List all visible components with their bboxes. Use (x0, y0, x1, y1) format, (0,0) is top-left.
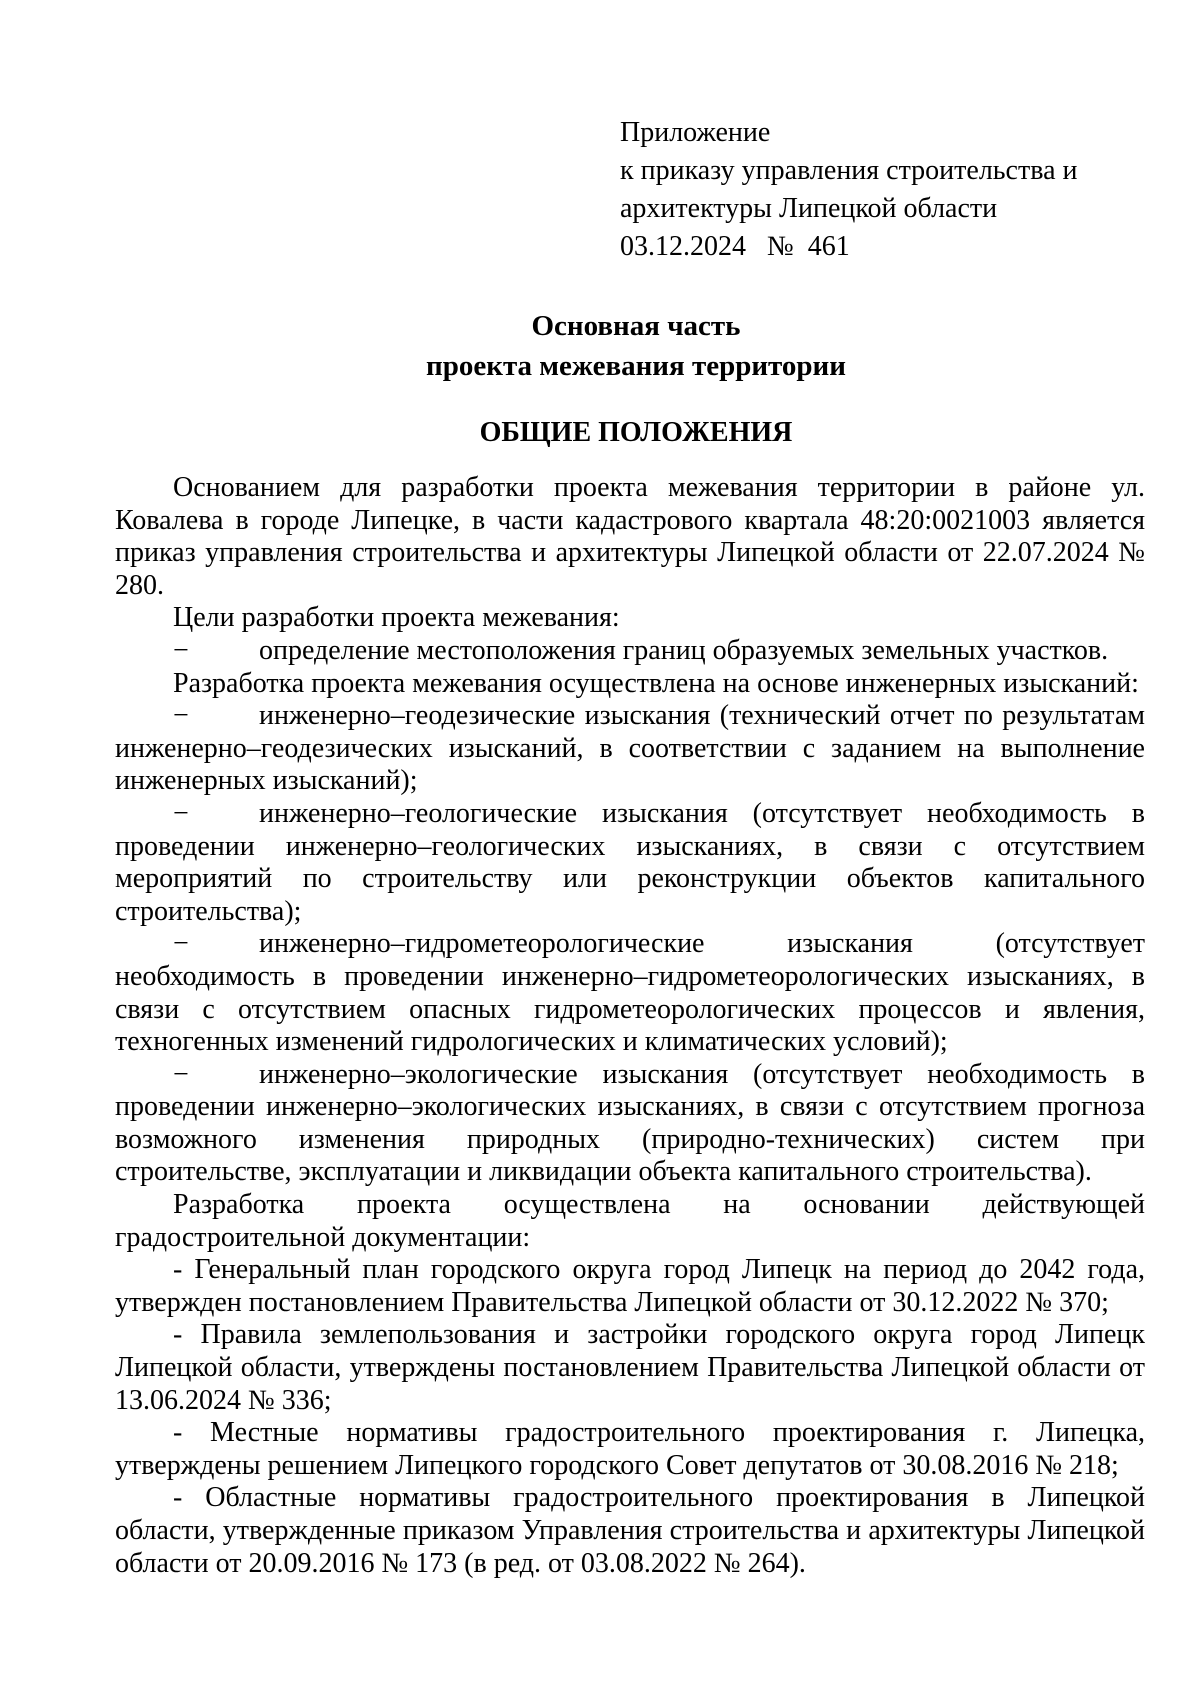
appendix-header (620, 114, 1078, 266)
document-title (0, 306, 1200, 386)
dash-marker: − (173, 1058, 189, 1090)
survey-item-text: инженерно–экологические изыскания (отсутствует необходимость в проведении инженерно–экологических изысканиях, в связи с отсутствием прогноза возможного изменения природных (природно-технических) систем при строительстве, эксплуатации и ликвидации объекта капитального строительства). (115, 1058, 1145, 1188)
survey-item-text: инженерно–геологические изыскания (отсутствует необходимость в проведении инженерно–геологических изысканиях, в связи с отсутствием мероприятий по строительству или реконструкции объектов капитального строительства); (115, 797, 1145, 927)
appendix-authority: архитектуры Липецкой области (620, 193, 998, 224)
survey-item-text: инженерно–гидрометеорологические изыскания (отсутствует необходимость в проведении инженерно–гидрометеорологических изысканиях, в связи с отсутствием опасных гидрометеорологических процессов и явления, техногенных изменений гидрологических и климатических условий); (115, 928, 1145, 1058)
doc-item-local-standards: - Местные нормативы градостроительного проектирования г. Липецка, утверждены решением Липецкого городского Совет депутатов от 30.08.2016 № 218; (115, 1417, 1145, 1481)
document-body (115, 472, 1145, 1580)
appendix-order-ref: к приказу управления строительства и (620, 155, 1078, 186)
doc-item-land-use-rules: - Правила землепользования и застройки городского округа город Липецк Липецкой области, утверждены постановлением Правительства Липецкой области от 13.06.2024 № 336; (115, 1319, 1145, 1416)
dash-marker: − (173, 634, 189, 666)
title-line-1: Основная часть (531, 310, 741, 342)
survey-item-geological (115, 798, 1145, 928)
paragraph-goals-intro: Цели разработки проекта межевания: (173, 602, 620, 634)
appendix-label: Приложение (620, 117, 771, 148)
appendix-date-number: 03.12.2024 № 461 (620, 231, 850, 262)
paragraph-basis: Основанием для разработки проекта межевания территории в районе ул. Ковалева в городе Липецке, в части кадастрового квартала 48:20:0021003 является приказ управления строительства и архитектуры Липецкой области от 22.07.2024 № 280. (115, 472, 1145, 601)
doc-item-regional-standards: - Областные нормативы градостроительного проектирования в Липецкой области, утвержденные приказом Управления строительства и архитектуры Липецкой области от 20.09.2016 № 173 (в ред. от 03.08.2022 № 264). (115, 1482, 1145, 1579)
section-heading: ОБЩИЕ ПОЛОЖЕНИЯ (479, 417, 793, 448)
survey-item-text: инженерно–геодезические изыскания (технический отчет по результатам инженерно–геодезических изысканий, в соответствии с заданием на выполнение инженерных изысканий); (115, 700, 1145, 797)
paragraph-surveys-intro: Разработка проекта межевания осуществлена на основе инженерных изысканий: (173, 667, 1139, 699)
survey-item-hydrometeorological (115, 928, 1145, 1058)
dash-marker: − (173, 700, 189, 732)
paragraph-docs-intro: Разработка проекта осуществлена на основании действующей градостроительной документации: (115, 1189, 1145, 1253)
survey-item-geodetic (115, 700, 1145, 798)
survey-item-ecological (115, 1059, 1145, 1189)
dash-marker: − (173, 928, 189, 960)
goal-item-text: определение местоположения границ образуемых земельных участков. (259, 634, 1109, 666)
title-line-2: проекта межевания территории (426, 350, 846, 382)
doc-item-general-plan: - Генеральный план городского округа город Липецк на период до 2042 года, утвержден постановлением Правительства Липецкой области от 30.12.2022 № 370; (115, 1254, 1145, 1318)
goal-item (115, 635, 1145, 668)
dash-marker: − (173, 797, 189, 829)
